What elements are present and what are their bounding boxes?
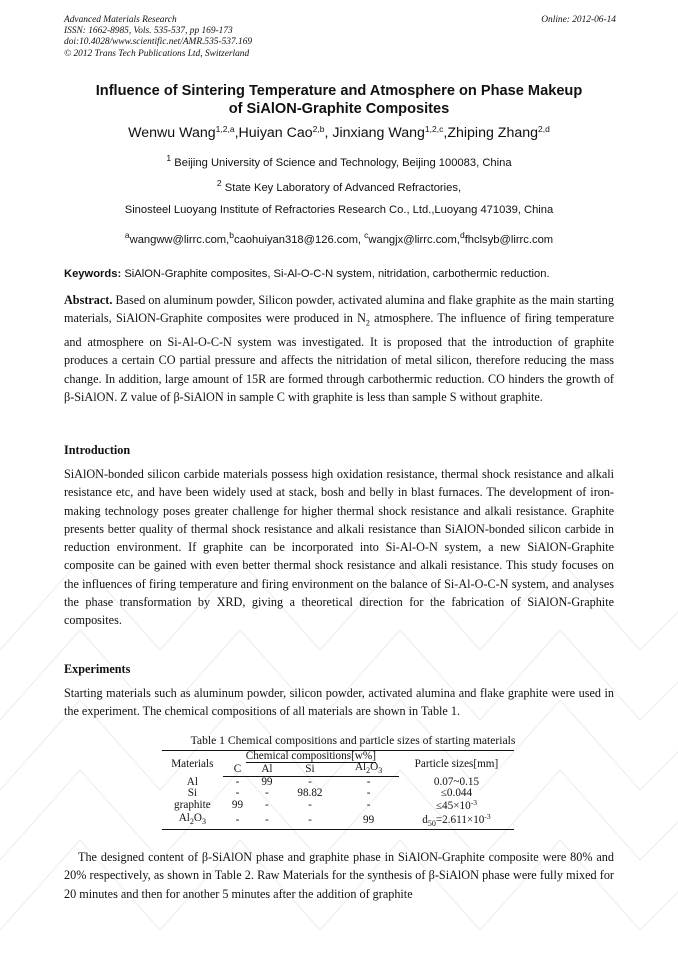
composition-table	[162, 750, 514, 830]
cell-material: graphite	[174, 798, 211, 811]
cell-si: 98.82	[297, 786, 323, 799]
abstract-paragraph	[64, 291, 614, 406]
cell-al: -	[265, 786, 269, 799]
email-marker: d	[459, 230, 465, 240]
cell-al2o3: -	[366, 786, 371, 799]
header-al: Al	[252, 762, 281, 777]
experiments-paragraph: Starting materials such as aluminum powder, silicon powder, activated alumina and flake graphite were used in the experiment. The chemical compositions of all materials are shown in Table 1.	[64, 686, 614, 719]
table-row	[162, 788, 514, 799]
email-link[interactable]: wangjx@lirrc.com,	[368, 234, 460, 246]
title-line-2: of SiAlON-Graphite Composites	[228, 101, 450, 117]
cell-particle-size: $\le 45\times 10^{-3}$	[435, 798, 477, 813]
introduction-heading: Introduction	[64, 443, 131, 457]
author-name: Wenwu Wang	[128, 125, 216, 141]
experiments-heading: Experiments	[64, 662, 131, 676]
subscript: 2	[365, 318, 370, 328]
email-link[interactable]: fhclsyb@lirrc.com	[464, 234, 554, 246]
cell-si: -	[308, 776, 312, 789]
author-affiliation-marker: 1,2,c	[424, 124, 444, 134]
author-affiliation-marker: 2,d	[538, 124, 550, 134]
cell-c: 99	[231, 798, 244, 811]
keywords-label: Keywords:	[64, 268, 122, 280]
journal-header	[64, 15, 616, 60]
cell-c: -	[223, 812, 252, 830]
author-affiliation-marker: 2,b	[312, 124, 325, 134]
online-date: Online: 2012-06-14	[541, 15, 616, 25]
abstract-text: atmosphere. The influence of firing temperature and atmosphere on Si-Al-O-C-N system was investigated. It is proposed that the introduction of graphite produces a certain CO partial pressure and affects the nitridation of metal silicon, therefore reducing the mass change. In addition, large amount of 15R are formed through carbothermic reduction. CO hinders the growth of β-SiAlON. Z value of β-SiAlON in sample C with graphite is less than sample S without graphite.	[64, 311, 615, 404]
header-particle: Particle sizes[mm]	[399, 751, 514, 777]
email-marker: c	[364, 230, 369, 240]
abstract-text: Based on aluminum powder, Silicon powder, activated alumina and flake graphite as the main starting materials, SiAlON-Graphite composites were produced in N	[64, 293, 614, 326]
cell-si: -	[282, 812, 339, 830]
cell-al2o3: -	[366, 798, 371, 811]
journal-doi: doi:10.4028/www.scientific.net/AMR.535-537.169	[64, 37, 253, 48]
cell-particle-size: ≤0.044	[440, 786, 473, 799]
table-caption: Table 1 Chemical compositions and particle sizes of starting materials	[190, 734, 516, 747]
cell-al: -	[265, 798, 269, 811]
closing-paragraph: The designed content of β-SiAlON phase and graphite phase in SiAlON-Graphite composite were 80% and 20% respectively, as shown in Table 2. Raw Materials for the synthesis of β-SiAlON phase were fully mixed for 20 minutes and then for another 5 minutes after the addition of graphite	[64, 850, 614, 901]
email-marker: a	[124, 230, 130, 240]
affiliation-number: 1	[166, 153, 172, 163]
table-row	[162, 812, 514, 830]
cell-material: $Al_2O_3$	[162, 812, 223, 830]
cell-al2o3: 99	[338, 812, 399, 830]
author-name: Jinxiang Wang	[332, 125, 425, 141]
journal-copyright: © 2012 Trans Tech Publications Ltd, Switzerland	[64, 48, 250, 59]
header-c: C	[223, 762, 252, 777]
author-emails	[40, 230, 638, 246]
author-name: Huiyan Cao	[238, 125, 313, 141]
cell-al: 99	[261, 776, 273, 789]
title-line-1: Influence of Sintering Temperature and Atmosphere on Phase Makeup	[95, 83, 583, 99]
affiliation-3: Sinosteel Luoyang Institute of Refractories Research Co., Ltd.,Luoyang 471039, China	[124, 204, 554, 216]
keywords-text: SiAlON-Graphite composites, Si-Al-O-C-N system, nitridation, carbothermic reduction.	[124, 268, 550, 280]
affiliation-text: State Key Laboratory of Advanced Refractories,	[224, 182, 462, 194]
affiliation-text: Beijing University of Science and Technology, Beijing 100083, China	[174, 157, 512, 169]
journal-name: Advanced Materials Research	[64, 15, 177, 25]
introduction-paragraph: SiAlON-bonded silicon carbide materials possess high oxidation resistance, thermal shock resistance and alkali resistance etc, and have been widely used at stack, bosh and belly in blast furnaces. The development of iron-making technology poses greater challenge for higher thermal shock resistance and alkali resistance. Graphite presents better quality of thermal shock resistance and alkali resistance than SiAlON-bonded silicon carbide in reduction environment. If graphite can be incorporated into Si-Al-O-N system, a new SiAlON-Graphite composite can be gained with even better thermal shock resistance and alkali resistance. This study focuses on the influences of firing temperature and firing environment on the balance of Si-Al-O-C-N system, and analyses the phase transformation by XRD, giving a theoretical direction for the fabrication of SiAlON-Graphite composites.	[64, 467, 614, 628]
keywords	[64, 268, 624, 280]
author-name: Zhiping Zhang	[447, 125, 539, 141]
header-chemical-text: Chemical compositions[w%]	[245, 750, 376, 762]
cell-material: Al	[186, 775, 198, 788]
table-row	[162, 798, 514, 812]
abstract-label: Abstract.	[64, 293, 113, 307]
affiliation-2	[40, 178, 638, 194]
email-link[interactable]: caohuiyan318@126.com,	[233, 234, 365, 246]
cell-particle-size: $d_{50}=2.611\times 10^{-3}$	[399, 812, 514, 830]
header-al2o3: $Al_2O_3$	[338, 762, 399, 777]
author-list: Wenwu Wang$^{1,2,a}$,Huiyan Cao$^{2,b}$, Jinxiang Wang$^{1,2,c}$,Zhiping Zhang$^{2,d}$	[128, 124, 550, 141]
cell-particle-size: 0.07~0.15	[433, 775, 480, 788]
cell-c: -	[235, 786, 240, 799]
header-si: Si	[282, 762, 339, 777]
journal-issn: ISSN: 1662-8985, Vols. 535-537, pp 169-173	[64, 26, 233, 37]
cell-al: -	[252, 812, 281, 830]
header-materials: Materials	[162, 751, 223, 777]
cell-si: -	[308, 798, 312, 811]
email-link[interactable]: wangww@lirrc.com,	[129, 234, 230, 246]
cell-c: -	[235, 776, 240, 789]
affiliation-1	[40, 153, 638, 169]
cell-al2o3: -	[366, 776, 371, 789]
author-affiliation-marker: 1,2,a	[215, 124, 235, 134]
cell-material: Si	[187, 786, 198, 799]
table-header-row	[162, 751, 514, 762]
affiliation-number: 2	[216, 178, 222, 188]
email-marker: b	[229, 230, 234, 240]
paper-title	[40, 82, 638, 118]
